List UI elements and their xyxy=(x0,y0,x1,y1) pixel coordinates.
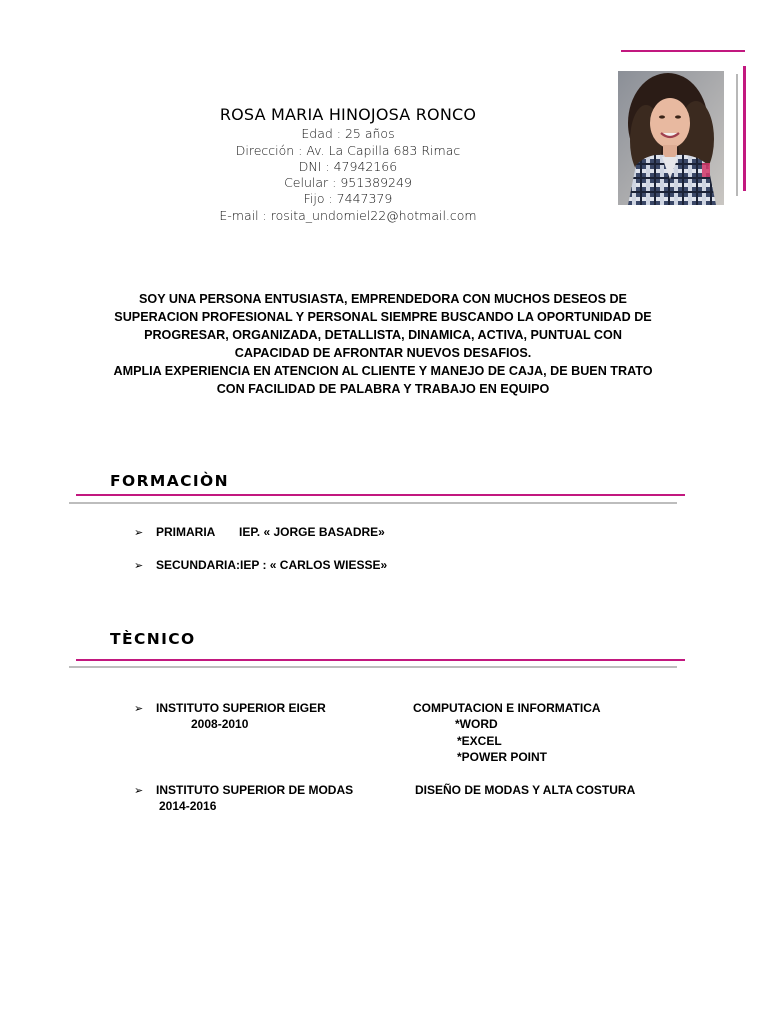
list-item xyxy=(134,701,143,715)
tecnico-eiger-detail-excel: *EXCEL xyxy=(457,734,502,748)
formacion-secundaria-label: SECUNDARIA:IEP : « CARLOS WIESSE» xyxy=(156,558,388,572)
tecnico-modas-field: DISEÑO DE MODAS Y ALTA COSTURA xyxy=(415,783,636,797)
tecnico-eiger-detail-powerpoint: *POWER POINT xyxy=(457,750,548,764)
summary-line: PROGRESAR, ORGANIZADA, DETALLISTA, DINAMICA, ACTIVA, PUNTUAL CON xyxy=(144,327,622,342)
arrow-bullet-icon: ➢ xyxy=(134,784,144,797)
tecnico-eiger-institution: INSTITUTO SUPERIOR EIGER xyxy=(156,701,326,715)
contact-landline: Fijo : 7447379 xyxy=(303,191,393,206)
formacion-primaria-label: PRIMARIA xyxy=(156,525,216,539)
arrow-bullet-icon: ➢ xyxy=(134,559,144,572)
summary-line: SOY UNA PERSONA ENTUSIASTA, EMPRENDEDORA CON MUCHOS DESEOS DE xyxy=(139,292,627,306)
photo-frame-pink-line xyxy=(743,66,746,191)
list-item xyxy=(134,558,143,572)
photo-frame-top-line xyxy=(621,50,745,52)
contact-dni: DNI : 47942166 xyxy=(298,159,398,174)
tecnico-modas-years: 2014-2016 xyxy=(159,799,217,813)
tecnico-eiger-detail-word: *WORD xyxy=(455,717,498,731)
tecnico-modas-institution: INSTITUTO SUPERIOR DE MODAS xyxy=(156,783,354,797)
profile-summary xyxy=(100,291,666,398)
profile-photo xyxy=(618,71,724,205)
tecnico-eiger-field: COMPUTACION E INFORMATICA xyxy=(413,701,601,715)
tecnico-eiger-years: 2008-2010 xyxy=(191,717,249,731)
formacion-primaria-school: IEP. « JORGE BASADRE» xyxy=(239,525,385,539)
photo-frame-gray-line xyxy=(736,74,738,196)
arrow-bullet-icon: ➢ xyxy=(134,702,144,715)
arrow-bullet-icon: ➢ xyxy=(134,526,144,539)
section-title-tecnico: TÈCNICO xyxy=(110,630,196,648)
candidate-name: ROSA MARIA HINOJOSA RONCO xyxy=(219,105,477,124)
summary-line: AMPLIA EXPERIENCIA EN ATENCION AL CLIENTE Y MANEJO DE CAJA, DE BUEN TRATO xyxy=(113,363,653,378)
section-rule-gray xyxy=(69,666,677,668)
contact-address: Dirección : Av. La Capilla 683 Rimac xyxy=(235,143,461,158)
contact-age: Edad : 25 años xyxy=(301,126,395,141)
contact-email: E-mail : rosita_undomiel22@hotmail.com xyxy=(219,208,477,223)
summary-line: CAPACIDAD DE AFRONTAR NUEVOS DESAFIOS. xyxy=(234,345,532,360)
section-rule-pink xyxy=(76,659,685,661)
section-title-formacion: FORMACIÒN xyxy=(110,472,230,490)
summary-line: SUPERACION PROFESIONAL Y PERSONAL SIEMPRE BUSCANDO LA OPORTUNIDAD DE xyxy=(114,309,652,324)
contact-mobile: Celular : 951389249 xyxy=(284,175,412,190)
section-rule-pink xyxy=(76,494,685,496)
section-rule-gray xyxy=(69,502,677,504)
list-item xyxy=(134,525,143,539)
summary-line: CON FACILIDAD DE PALABRA Y TRABAJO EN EQUIPO xyxy=(216,381,550,396)
list-item xyxy=(134,783,143,797)
